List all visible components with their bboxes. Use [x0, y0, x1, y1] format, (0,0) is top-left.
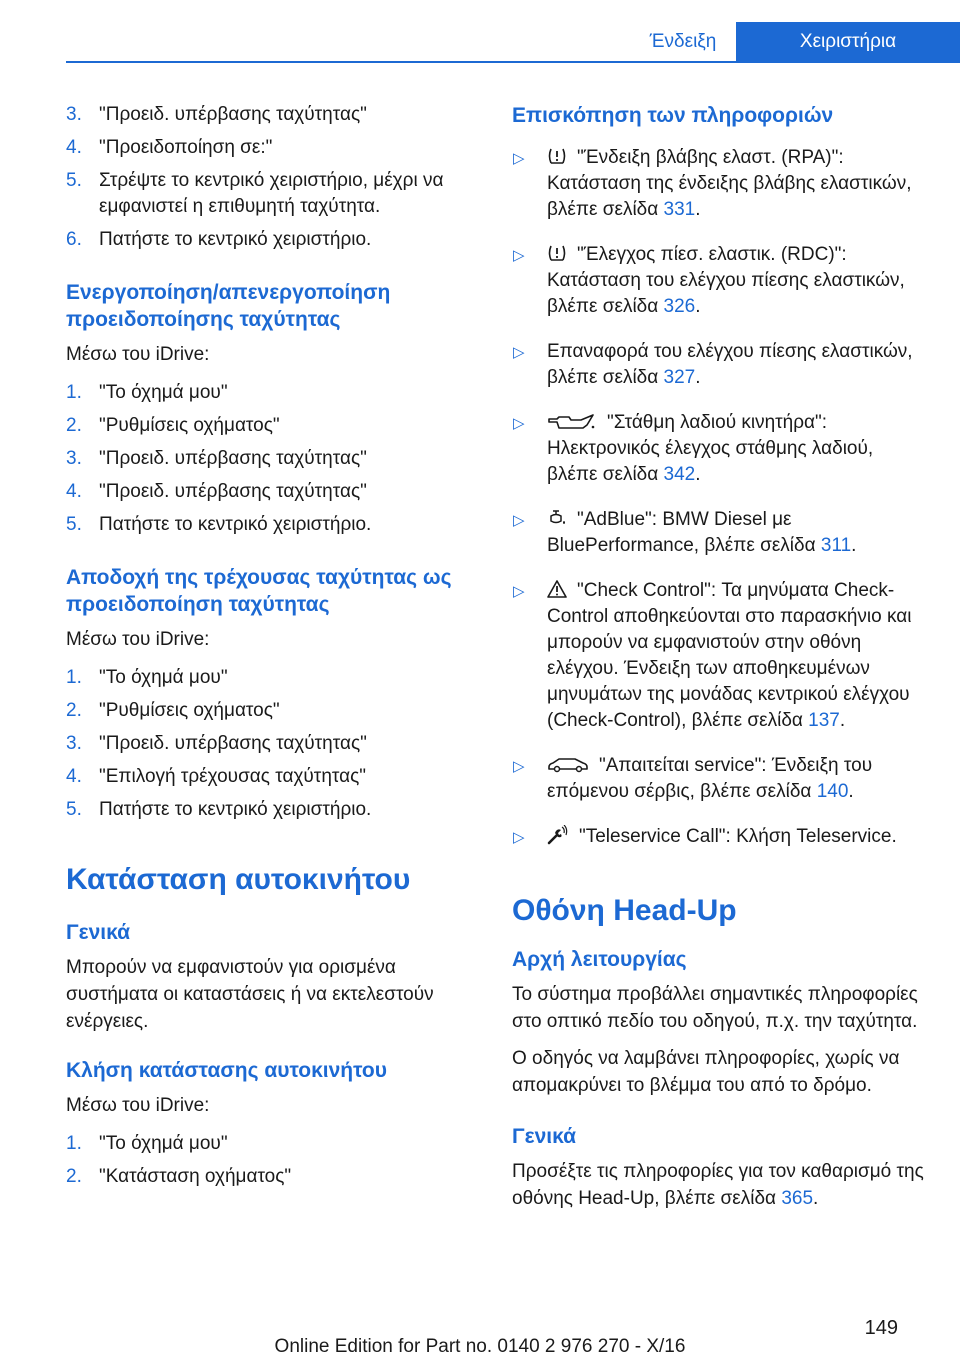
principle-paragraph-1: Το σύστημα προβάλλει σημαντικές πληροφορίες στο οπτικό πεδίο του οδηγού, π.χ. την ταχύτητα. — [512, 984, 918, 1032]
bullet-triangle-icon: ▷ — [513, 247, 525, 264]
page-link[interactable]: 137 — [808, 710, 840, 731]
bullet-triangle-icon: ▷ — [513, 829, 525, 846]
page-link[interactable]: 327 — [663, 367, 696, 388]
list-item: 2. "Ρυθμίσεις οχήματος" — [66, 415, 280, 436]
left-column — [66, 102, 480, 1197]
list-item: 4. "Προειδ. υπέρβασης ταχύτητας" — [66, 481, 367, 502]
wrench-call-icon — [547, 825, 569, 845]
section-intro: Μέσω του iDrive: — [66, 344, 210, 365]
warning-triangle-icon — [547, 579, 567, 599]
bullet-triangle-icon: ▷ — [513, 583, 525, 600]
list-item: 5. Στρέψτε το κεντρικό χειριστήριο, μέχρι να εμφανιστεί η επιθυμητή ταχύτητα. — [66, 170, 444, 217]
steps-list-toggle — [66, 380, 480, 538]
header-rule — [66, 61, 960, 63]
tire-pressure-icon — [547, 146, 567, 166]
general-hud-paragraph: Προσέξτε τις πληροφορίες για τον καθαρισμό της οθόνης Head-Up, βλέπε σελίδα 365. — [512, 1161, 924, 1209]
section-intro: Μέσω του iDrive: — [66, 629, 210, 650]
section-title-overview: Επισκόπηση των πληροφοριών — [512, 104, 834, 127]
main-title-vehicle-status: Κατάσταση αυτοκινήτου — [66, 863, 411, 896]
general-paragraph: Μπορούν να εμφανιστούν για ορισμένα συστήματα οι καταστάσεις ή να εκτελεστούν ενέργειες. — [66, 957, 434, 1032]
main-title-head-up: Οθόνη Head-Up — [512, 894, 737, 927]
adblue-icon — [547, 508, 567, 528]
list-item: 1. "Το όχημά μου" — [66, 382, 228, 403]
list-item: 4. "Προειδοποίηση σε:" — [66, 137, 273, 158]
list-item: 2. "Ρυθμίσεις οχήματος" — [66, 700, 280, 721]
bullet-triangle-icon: ▷ — [513, 150, 525, 167]
page-link[interactable]: 140 — [816, 781, 849, 802]
steps-list-top — [66, 102, 480, 253]
page-link[interactable]: 365 — [781, 1188, 814, 1209]
header-tab-display[interactable]: Ένδειξη — [630, 22, 736, 62]
list-item: ▷ "Ένδειξη βλάβης ελαστ. (RPA)": Κατάσταση της ένδειξης βλάβης ελαστικών, βλέπε σελίδα 331. — [513, 147, 912, 220]
list-item: ▷ "Έλεγχος πίεσ. ελαστικ. (RDC)": Κατάσταση του ελέγχου πίεσης ελαστικών, βλέπε σελίδα 326. — [513, 244, 905, 317]
list-item: 4. "Επιλογή τρέχουσας ταχύτητας" — [66, 766, 367, 787]
section-title-call-status: Κλήση κατάστασης αυτοκινήτου — [66, 1059, 387, 1082]
right-column — [512, 102, 924, 1222]
steps-list-accept — [66, 665, 480, 823]
list-item: 3. "Προειδ. υπέρβασης ταχύτητας" — [66, 448, 367, 469]
list-item: ▷ "AdBlue": BMW Diesel με BluePerformance, βλέπε σελίδα 311. — [513, 509, 857, 556]
list-item: 2. "Κατάσταση οχήματος" — [66, 1166, 292, 1187]
list-item: 1. "Το όχημά μου" — [66, 667, 228, 688]
page-number: 149 — [864, 1317, 898, 1339]
bullet-triangle-icon: ▷ — [513, 344, 525, 361]
footer-edition: Online Edition for Part no. 0140 2 976 270 - X/16 — [274, 1336, 686, 1357]
list-item: 6. Πατήστε το κεντρικό χειριστήριο. — [66, 229, 372, 250]
header-tab-controls[interactable]: Χειριστήρια — [736, 22, 960, 62]
list-item: 3. "Προειδ. υπέρβασης ταχύτητας" — [66, 733, 367, 754]
list-item: ▷ "Teleservice Call": Κλήση Teleservice. — [512, 824, 924, 850]
oil-can-icon — [547, 413, 597, 431]
list-item: 1. "Το όχημά μου" — [66, 1133, 228, 1154]
section-title-general-hud: Γενικά — [512, 1125, 577, 1148]
tire-pressure-icon — [547, 243, 567, 263]
list-item: ▷ Επαναφορά του ελέγχου πίεσης ελαστικών, βλέπε σελίδα 327. — [513, 341, 913, 388]
list-item: ▷ "Check Control": Τα μηνύματα Check-Control αποθηκεύονται στο παρασκήνιο και μπορούν να εμφανιστούν στην οθόνη ελέγχου. Ένδειξη των αποθηκευμένων μηνυμάτων της μονάδας κεντρικού ελέγχου (Check-Control), βλέπε σελίδα 137. — [513, 580, 912, 731]
section-intro: Μέσω του iDrive: — [66, 1095, 210, 1116]
section-title-accept-speed: Αποδοχή της τρέχουσας ταχύτητας ως προειδοποίηση ταχύτητας — [66, 566, 452, 616]
bullet-triangle-icon: ▷ — [513, 512, 525, 529]
section-title-general: Γενικά — [66, 921, 131, 944]
section-title-principle: Αρχή λειτουργίας — [512, 948, 687, 971]
page-link[interactable]: 311 — [820, 535, 852, 556]
service-car-icon — [547, 756, 589, 774]
principle-paragraph-2: Ο οδηγός να λαμβάνει πληροφορίες, χωρίς να απομακρύνει το βλέμμα του από το δρόμο. — [512, 1048, 900, 1096]
steps-list-call — [66, 1131, 480, 1190]
page-link[interactable]: 331 — [663, 199, 696, 220]
bullet-triangle-icon: ▷ — [513, 758, 525, 775]
list-item: ▷ "Απαιτείται service": Ένδειξη του επόμενου σέρβις, βλέπε σελίδα 140. — [513, 755, 873, 802]
list-item: 3. "Προειδ. υπέρβασης ταχύτητας" — [66, 104, 367, 125]
page-link[interactable]: 326 — [663, 296, 696, 317]
section-title-toggle-warning: Ενεργοποίηση/απενεργοποίηση προειδοποίησης ταχύτητας — [66, 281, 391, 331]
bullet-triangle-icon: ▷ — [513, 415, 525, 432]
list-item: 5. Πατήστε το κεντρικό χειριστήριο. — [66, 514, 372, 535]
list-item: 5. Πατήστε το κεντρικό χειριστήριο. — [66, 799, 372, 820]
overview-bullets — [512, 145, 924, 850]
page-link[interactable]: 342 — [663, 464, 696, 485]
list-item: ▷ "Στάθμη λαδιού κινητήρα": Ηλεκτρονικός έλεγχος στάθμης λαδιού, βλέπε σελίδα 342. — [513, 412, 874, 485]
